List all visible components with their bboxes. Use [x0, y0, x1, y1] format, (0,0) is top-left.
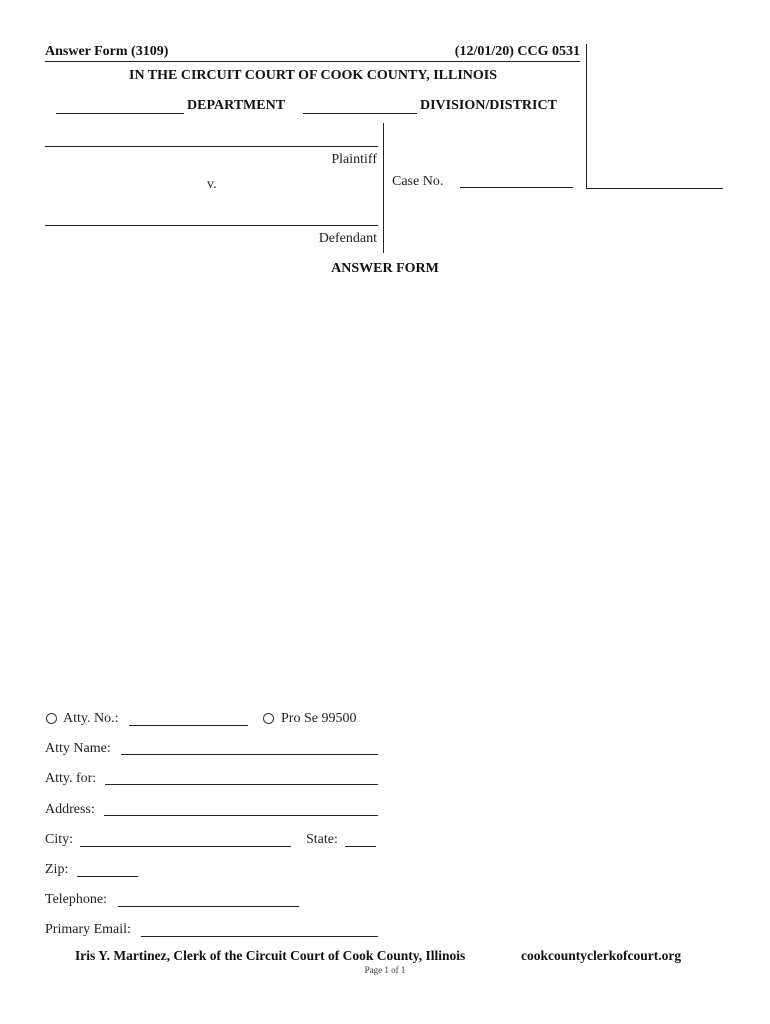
city-label: City:: [45, 832, 74, 847]
atty-for-label: Atty. for:: [45, 771, 97, 786]
form-name: Answer Form (3109): [45, 44, 169, 59]
caption-divider: [383, 123, 384, 253]
department-blank[interactable]: [56, 113, 184, 114]
footer-website: cookcountyclerkofcourt.org: [521, 948, 682, 963]
defendant-label: Defendant: [318, 231, 377, 246]
division-label: DIVISION/DISTRICT: [420, 98, 557, 113]
telephone-blank[interactable]: [118, 906, 299, 907]
footer-clerk: Iris Y. Martinez, Clerk of the Circuit Court of Cook County, Illinois: [75, 948, 466, 963]
plaintiff-label: Plaintiff: [331, 152, 377, 167]
zip-label: Zip:: [45, 862, 69, 877]
atty-name-blank[interactable]: [121, 754, 378, 755]
address-label: Address:: [45, 802, 95, 817]
case-no-label: Case No.: [392, 174, 444, 189]
city-blank[interactable]: [80, 846, 291, 847]
defendant-blank[interactable]: [45, 225, 378, 226]
department-label: DEPARTMENT: [187, 98, 286, 113]
atty-for-blank[interactable]: [105, 784, 378, 785]
telephone-label: Telephone:: [45, 892, 107, 907]
plaintiff-blank[interactable]: [45, 146, 378, 147]
answer-form-title: ANSWER FORM: [331, 261, 439, 276]
right-bracket-horizontal: [586, 188, 723, 189]
right-bracket-vertical: [586, 44, 587, 188]
zip-blank[interactable]: [77, 876, 138, 877]
header-rule: [45, 61, 580, 62]
page-number: Page 1 of 1: [364, 965, 406, 975]
division-blank[interactable]: [303, 113, 417, 114]
email-label: Primary Email:: [45, 922, 131, 937]
atty-no-label: Atty. No.:: [63, 711, 119, 726]
address-blank[interactable]: [104, 815, 378, 816]
state-blank[interactable]: [345, 846, 376, 847]
email-blank[interactable]: [141, 936, 378, 937]
atty-name-label: Atty Name:: [45, 741, 111, 756]
pro-se-label: Pro Se 99500: [281, 711, 357, 726]
state-label: State:: [306, 832, 338, 847]
pro-se-radio[interactable]: [263, 713, 274, 724]
court-title: IN THE CIRCUIT COURT OF COOK COUNTY, ILLINOIS: [129, 68, 497, 83]
atty-no-radio[interactable]: [46, 713, 57, 724]
atty-no-blank[interactable]: [129, 725, 248, 726]
case-no-blank[interactable]: [460, 187, 573, 188]
versus-label: v.: [207, 177, 217, 192]
form-code: (12/01/20) CCG 0531: [454, 44, 580, 59]
